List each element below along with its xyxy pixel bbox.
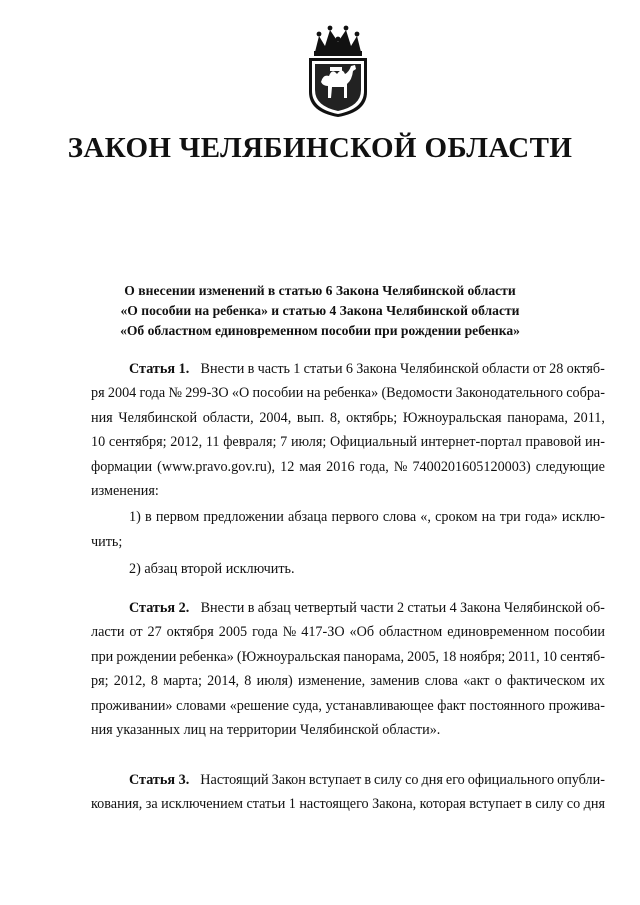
word: проживании»	[91, 697, 173, 714]
word: года	[252, 624, 278, 641]
word: абзаца	[288, 509, 328, 526]
law-subtitle	[0, 281, 640, 341]
word: Внести	[200, 600, 245, 616]
word: октября	[166, 624, 214, 641]
word: ласти	[91, 624, 125, 641]
word: Законодательного	[455, 385, 563, 402]
word: 2004	[107, 385, 137, 402]
word: 6	[345, 361, 353, 377]
word: вступает	[308, 772, 362, 788]
coat-of-arms-emblem	[297, 22, 379, 118]
word: ря	[91, 385, 105, 402]
word: словами	[176, 697, 227, 714]
word: от	[532, 361, 546, 377]
word: ноября;	[459, 648, 506, 665]
word: панорама,	[507, 409, 568, 426]
subtitle-line: «Об областном единовременном пособии при рождении ребенка»	[120, 323, 520, 338]
word: 1	[288, 796, 296, 813]
law-title: ЗАКОН ЧЕЛЯБИНСКОЙ ОБЛАСТИ	[67, 132, 573, 164]
article-2-label: Статья 2.	[129, 600, 190, 616]
word: 28	[549, 361, 564, 377]
word: на	[481, 509, 496, 526]
word: настоящего	[299, 796, 369, 813]
word: 2011,	[573, 409, 605, 426]
word: собра-	[566, 385, 605, 402]
word: «,	[420, 509, 431, 526]
word: февраля;	[223, 434, 277, 451]
word: исклю-	[561, 509, 605, 526]
word: 11	[205, 434, 220, 451]
word: первого	[331, 509, 379, 526]
word: 2014,	[207, 673, 240, 690]
word: Официальный	[330, 434, 417, 451]
word: области,	[202, 409, 254, 426]
word: Закон	[271, 772, 306, 788]
word: №	[282, 624, 297, 641]
word: в	[525, 796, 532, 813]
article-3	[91, 768, 605, 817]
word: в	[247, 361, 255, 377]
word: официального	[467, 772, 555, 788]
word: силу	[374, 772, 403, 788]
article-3-line	[91, 792, 605, 816]
word: Закона	[356, 361, 397, 377]
word: области	[482, 361, 530, 377]
word: 8,	[329, 409, 341, 426]
word: опубли-	[557, 772, 605, 788]
word: три	[499, 509, 521, 526]
word: 299-ЗО	[185, 385, 229, 402]
word: 2	[396, 600, 405, 616]
word: кования,	[91, 796, 143, 813]
article-2-line	[91, 694, 605, 718]
word: 7	[280, 434, 288, 451]
subtitle-line: О внесении изменений в статью 6 Закона Челябинской области	[124, 283, 516, 298]
word: которая	[419, 796, 466, 813]
word: «Об	[349, 624, 375, 641]
word: 27	[147, 624, 162, 641]
word: ния	[91, 409, 113, 426]
word: 10	[542, 648, 557, 665]
article-1-line	[91, 406, 605, 430]
word: его	[445, 772, 465, 788]
word: пособии	[554, 624, 605, 641]
article-2	[91, 596, 605, 742]
word: «акт	[463, 673, 490, 690]
article-2-line	[91, 718, 605, 742]
article-2-line	[91, 669, 605, 693]
word: ребенка»	[179, 648, 234, 665]
word: части	[360, 600, 394, 616]
word: правовой	[525, 434, 582, 451]
article-1-line	[91, 381, 605, 405]
word: единовременном	[447, 624, 550, 641]
word: изменение,	[298, 673, 366, 690]
word: статьи	[246, 796, 286, 813]
word: Закона,	[372, 796, 417, 813]
word: 8	[244, 673, 252, 690]
article-1-item-1-line	[91, 505, 605, 529]
word: 2012,	[170, 434, 203, 451]
word: об-	[585, 600, 605, 616]
word: постоянного	[469, 697, 545, 714]
word: 2005,	[407, 648, 440, 665]
word: 12	[280, 458, 295, 475]
word: 7400201605120003)	[412, 458, 531, 475]
word: панорама,	[343, 648, 405, 665]
article-1-line	[91, 479, 605, 503]
word: октябрь;	[346, 409, 398, 426]
word: их	[590, 673, 605, 690]
word: «решение	[229, 697, 289, 714]
article-1-label: Статья 1.	[129, 361, 190, 377]
article-3-line	[91, 768, 605, 792]
word: июля;	[290, 434, 327, 451]
article-1-line	[91, 357, 605, 381]
word: 4	[449, 600, 457, 616]
word: 2011,	[508, 648, 540, 665]
word: октяб-	[566, 361, 605, 377]
word: пособии	[252, 385, 304, 402]
word: (Ведомости	[381, 385, 453, 402]
word: Настоящий	[200, 772, 269, 788]
word: статьи	[407, 600, 447, 616]
subtitle-line: «О пособии на ребенка» и статью 4 Закона Челябинской области	[120, 303, 520, 318]
word: 417-ЗО	[301, 624, 345, 641]
word: в	[364, 772, 372, 788]
word: исключением	[161, 796, 243, 813]
word: июля)	[256, 673, 293, 690]
word: года	[139, 385, 166, 402]
word: 2004,	[259, 409, 292, 426]
word: Челябинской	[400, 361, 479, 377]
word: ин-	[585, 434, 605, 451]
word: дня	[421, 772, 443, 788]
word: 8	[150, 673, 159, 690]
word: вступает	[469, 796, 522, 813]
word: 2012,	[113, 673, 146, 690]
word: №	[393, 458, 408, 475]
word: сентяб-	[560, 648, 605, 665]
word: на	[306, 385, 321, 402]
word: «О	[231, 385, 250, 402]
word: формации	[91, 458, 153, 475]
word: от	[129, 624, 143, 641]
word: Челябинской	[118, 409, 198, 426]
word: статьи	[303, 361, 343, 377]
word: первом	[155, 509, 200, 526]
word: в	[247, 600, 255, 616]
word: абзац	[257, 600, 291, 616]
word: о	[494, 673, 502, 690]
word: слова	[382, 509, 417, 526]
word: (www.pravo.gov.ru),	[157, 458, 276, 475]
article-1-item-1-line	[91, 530, 605, 554]
article-1-line	[91, 455, 605, 479]
word: областном	[379, 624, 443, 641]
word: 1)	[129, 509, 141, 526]
word: Южноуральская	[402, 409, 502, 426]
article-2-line	[91, 596, 605, 620]
word: интернет-портал	[420, 434, 522, 451]
word: часть	[257, 361, 291, 377]
word: Закона	[459, 600, 501, 616]
word: ря;	[91, 673, 109, 690]
word: 2005	[218, 624, 248, 641]
word: предложении	[203, 509, 284, 526]
word: 10	[91, 434, 106, 451]
word: №	[168, 385, 183, 402]
word: рождении	[116, 648, 177, 665]
word: Челябинской	[503, 600, 583, 616]
article-3-label: Статья 3.	[129, 772, 190, 788]
word: в	[144, 509, 152, 526]
word: устанавливающее	[325, 697, 434, 714]
word: сентября;	[108, 434, 167, 451]
word: за	[145, 796, 158, 813]
article-2-line	[91, 645, 605, 669]
word: со	[405, 772, 419, 788]
word: мая	[299, 458, 322, 475]
word: (Южноуральская	[236, 648, 341, 665]
article-1-item-2: 2) абзац второй исключить.	[129, 561, 295, 578]
word: факт	[437, 697, 466, 714]
word: следующие	[535, 458, 605, 475]
word: 18	[442, 648, 457, 665]
word: 1	[293, 361, 301, 377]
word: вып.	[296, 409, 325, 426]
article-2-line	[91, 620, 605, 644]
word: изменения:	[91, 483, 159, 500]
word: ребенка»	[323, 385, 379, 402]
word: прожива-	[548, 697, 605, 714]
word: года»	[524, 509, 558, 526]
article-1-line	[91, 430, 605, 454]
word: марта;	[163, 673, 202, 690]
word: четвертый	[294, 600, 357, 616]
word: суда,	[292, 697, 322, 714]
word: дня	[583, 796, 605, 813]
article-1	[91, 357, 605, 582]
word: со	[566, 796, 581, 813]
word: фактическом	[507, 673, 586, 690]
word: при	[91, 648, 114, 665]
word: чить;	[91, 533, 123, 550]
word: ния указанных лиц на территории Челябинской области».	[91, 722, 441, 739]
word: 2016	[326, 458, 355, 475]
word: года,	[359, 458, 389, 475]
word: сроком	[435, 509, 478, 526]
word: слова	[424, 673, 458, 690]
word: силу	[535, 796, 564, 813]
word: заменив	[370, 673, 420, 690]
word: Внести	[200, 361, 245, 377]
